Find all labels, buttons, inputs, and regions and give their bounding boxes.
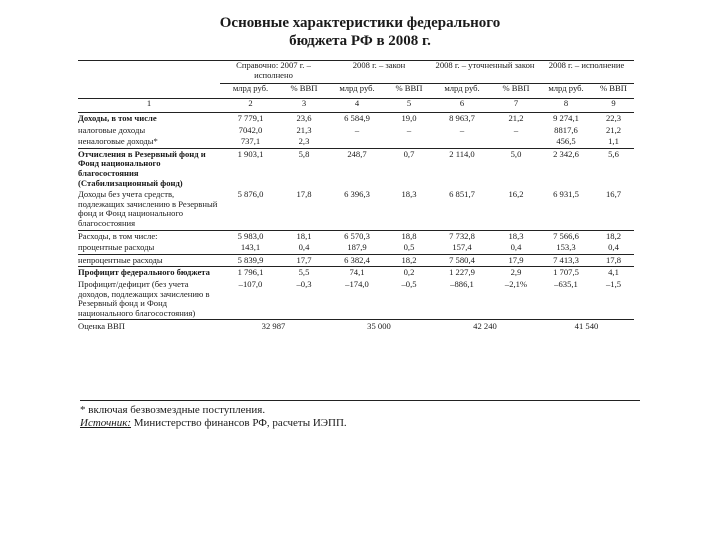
group-header-2008-law: 2008 г. – закон xyxy=(327,61,431,84)
cell-value: – xyxy=(513,124,519,135)
cell-value: 17,9 xyxy=(493,254,539,267)
cell-value: 18,2 xyxy=(605,230,622,241)
cell-value: 0,4 xyxy=(281,242,327,254)
gdp-value: 42 240 xyxy=(431,320,539,332)
cell-value: 456,5 xyxy=(539,136,593,148)
row-label: Профицит/дефицит (без учета доходов, подлежащих зачислению в Резервный фонд и Фонд национального благосостояния) xyxy=(78,278,210,318)
cell-value: 6 584,9 xyxy=(344,113,370,123)
cell-value: 157,4 xyxy=(431,242,493,254)
row-label: процентные расходы xyxy=(78,242,220,254)
row-label: Доходы, в том числе xyxy=(78,113,157,123)
cell-value: 153,3 xyxy=(539,242,593,254)
cell-value: – xyxy=(459,124,465,135)
budget-table xyxy=(78,60,634,332)
cell-value: –635,1 xyxy=(554,278,578,289)
row-label: Расходы, в том числе: xyxy=(78,230,158,241)
cell-value: 2,9 xyxy=(510,267,522,278)
cell-value: 7042,0 xyxy=(238,124,263,135)
cell-value: 1 796,1 xyxy=(237,267,264,278)
table-row-surplus-deficit-excluding-funds xyxy=(78,279,634,320)
cell-value: –0,3 xyxy=(296,278,312,289)
footnote-note: * включая безвозмездные поступления. xyxy=(80,404,266,416)
cell-value: 737,1 xyxy=(220,136,281,148)
row-label: Оценка ВВП xyxy=(78,320,220,332)
cell-value: 5,6 xyxy=(608,148,619,159)
table-row-revenues-excluding-funds xyxy=(78,189,634,230)
units-header-blank xyxy=(78,84,220,99)
units-header-row xyxy=(78,84,634,99)
cell-value: 7 566,6 xyxy=(553,230,579,241)
cell-value: 18,8 xyxy=(401,230,417,241)
cell-value: 17,7 xyxy=(281,254,327,267)
cell-value: 2 114,0 xyxy=(449,148,475,159)
cell-value: –0,5 xyxy=(401,278,417,289)
group-header-2008-revised: 2008 г. – уточненный закон xyxy=(431,61,539,84)
column-number-row xyxy=(78,99,634,113)
group-header-row xyxy=(78,61,634,84)
cell-value: 21,3 xyxy=(296,124,312,135)
cell-value: 7 779,1 xyxy=(237,113,264,123)
cell-value: 7 580,4 xyxy=(431,254,493,267)
unit-header: % ВВП xyxy=(290,83,318,93)
source-text: Министерство финансов РФ, расчеты ИЭПП. xyxy=(131,417,347,429)
cell-value: 6 931,5 xyxy=(539,189,593,230)
cell-value: 7 413,3 xyxy=(539,254,593,267)
cell-value: 22,3 xyxy=(605,113,622,123)
cell-value: 74,1 xyxy=(349,267,365,278)
cell-value: 5 983,0 xyxy=(237,230,264,241)
cell-value: 2 342,6 xyxy=(553,148,579,159)
column-number: 5 xyxy=(387,99,431,113)
gdp-value: 41 540 xyxy=(539,320,634,332)
cell-value: 5,0 xyxy=(510,148,522,159)
cell-value: 0,2 xyxy=(403,267,415,278)
table-row-reserve-fund-transfers xyxy=(78,148,634,189)
cell-value: 16,7 xyxy=(593,189,634,230)
table-row-gdp-estimate xyxy=(78,320,634,332)
unit-header: млрд руб. xyxy=(232,83,269,93)
cell-value: 18,1 xyxy=(296,230,312,241)
column-number: 7 xyxy=(493,99,539,113)
cell-value: 0,7 xyxy=(403,148,415,159)
cell-value: 4,1 xyxy=(608,267,619,278)
cell-value: 21,2 xyxy=(508,113,524,123)
table-row-non-tax-revenues xyxy=(78,136,634,148)
cell-value: 6 851,7 xyxy=(431,189,493,230)
cell-value: 1 227,9 xyxy=(449,267,475,278)
cell-value: 5,5 xyxy=(298,267,310,278)
cell-value: 16,2 xyxy=(493,189,539,230)
unit-header: % ВВП xyxy=(600,83,627,93)
cell-value: 17,8 xyxy=(593,254,634,267)
cell-value: –1,5 xyxy=(605,278,622,289)
table-row-revenues xyxy=(78,113,634,125)
cell-value: 17,8 xyxy=(281,189,327,230)
cell-value: – xyxy=(354,124,360,135)
cell-value: 0,4 xyxy=(593,242,634,254)
cell-value: 5,8 xyxy=(298,148,310,159)
cell-value xyxy=(387,136,431,148)
cell-value: 6 570,3 xyxy=(344,230,370,241)
column-number: 3 xyxy=(281,99,327,113)
unit-header: млрд руб. xyxy=(548,83,584,93)
group-header-blank xyxy=(78,61,220,84)
cell-value xyxy=(493,136,539,148)
source-line xyxy=(80,417,640,430)
cell-value: 1 903,1 xyxy=(237,148,264,159)
row-label: налоговые доходы xyxy=(78,124,146,135)
column-number: 2 xyxy=(220,99,281,113)
cell-value: 19,0 xyxy=(401,113,417,123)
table-row-tax-revenues xyxy=(78,125,634,137)
table-row-expenditures xyxy=(78,230,634,242)
cell-value: 7 732,8 xyxy=(449,230,475,241)
cell-value: 18,2 xyxy=(387,254,431,267)
cell-value: –107,0 xyxy=(238,278,263,289)
cell-value: 187,9 xyxy=(327,242,387,254)
unit-header: % ВВП xyxy=(395,83,423,93)
column-number: 4 xyxy=(327,99,387,113)
cell-value: – xyxy=(406,124,412,135)
gdp-value: 32 987 xyxy=(220,320,327,332)
cell-value: 6 396,3 xyxy=(327,189,387,230)
cell-value: 9 274,1 xyxy=(553,113,579,123)
cell-value: 18,3 xyxy=(508,230,524,241)
footnote xyxy=(80,400,640,430)
cell-value: –174,0 xyxy=(345,278,369,289)
cell-value: 2,3 xyxy=(281,136,327,148)
row-label: Доходы без учета средств, подлежащих зачислению в Резервный фонд и Фонд национального благосостояния xyxy=(78,189,220,230)
cell-value: 0,5 xyxy=(387,242,431,254)
cell-value: 8 963,7 xyxy=(449,113,475,123)
title-line-1: Основные характеристики федерального xyxy=(219,15,501,31)
column-number: 8 xyxy=(539,99,593,113)
cell-value: 8817,6 xyxy=(554,124,578,135)
cell-value: 23,6 xyxy=(296,113,312,123)
cell-value: 1 707,5 xyxy=(553,267,579,278)
row-label: неналоговые доходы* xyxy=(78,136,220,148)
row-label: Профицит федерального бюджета xyxy=(78,267,210,278)
cell-value: 5 839,9 xyxy=(220,254,281,267)
document-title xyxy=(0,14,720,50)
table-row-interest-expenditures xyxy=(78,242,634,254)
table-row-surplus xyxy=(78,267,634,279)
cell-value: 18,3 xyxy=(387,189,431,230)
cell-value: –2,1% xyxy=(504,278,528,289)
cell-value: 0,4 xyxy=(493,242,539,254)
cell-value xyxy=(431,136,493,148)
unit-header: % ВВП xyxy=(502,83,530,93)
column-number: 6 xyxy=(431,99,493,113)
cell-value: –886,1 xyxy=(450,278,474,289)
column-number: 1 xyxy=(78,99,220,113)
group-header-2008-actual: 2008 г. – исполнение xyxy=(539,61,634,84)
group-header-2007: Справочно: 2007 г. – исполнено xyxy=(220,61,327,84)
column-number: 9 xyxy=(593,99,634,113)
row-label: Отчисления в Резервный фонд и Фонд национального благосостояния (Стабилизационный фонд) xyxy=(78,148,206,188)
cell-value: 1,1 xyxy=(593,136,634,148)
cell-value xyxy=(327,136,387,148)
cell-value: 6 382,4 xyxy=(327,254,387,267)
cell-value: 21,2 xyxy=(605,124,622,135)
gdp-value: 35 000 xyxy=(327,320,431,332)
cell-value: 143,1 xyxy=(220,242,281,254)
unit-header: млрд руб. xyxy=(444,83,480,93)
cell-value: 248,7 xyxy=(347,148,367,159)
title-line-2: бюджета РФ в 2008 г. xyxy=(289,33,431,49)
row-label: непроцентные расходы xyxy=(78,254,220,267)
cell-value: 5 876,0 xyxy=(220,189,281,230)
unit-header: млрд руб. xyxy=(339,83,375,93)
table-row-non-interest-expenditures xyxy=(78,254,634,267)
source-label: Источник: xyxy=(80,417,131,429)
